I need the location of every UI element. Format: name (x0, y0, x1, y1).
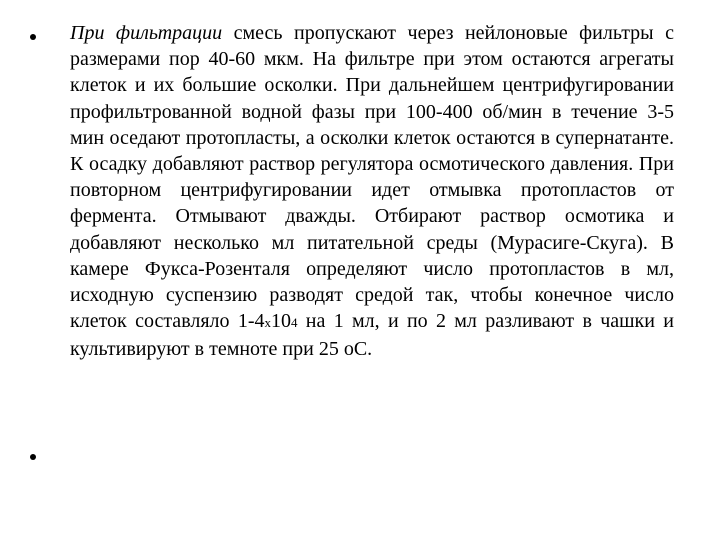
power-exponent: 4 (291, 315, 298, 331)
paragraph-part-1: смесь пропускают через нейлоновые фильтры с размерами пор 40-60 мкм. На фильтре при этом остаются агрегаты клеток и их большие осколки. При дальнейшем центрифугировании профильтрованной водной фазы при 100-400 об/мин в течение 3-5 мин оседают протопласты, а осколки клеток остаются в супернатанте. К осадку добавляют раствор регулятора осмотического давления. При повторном центрифугировании идет отмывка протопластов от фермента. Отмывают дважды. Отбирают раствор осмотика и добавляют несколько мл питательной среды (Мурасиге-Скуга). В камере Фукса-Розенталя определяют число протопластов в мл, исходную суспензию разводят средой так, чтобы конечное число клеток составляло 1-4 (70, 22, 674, 333)
bullet-point-icon (30, 454, 36, 460)
paragraph-part-2: на 1 мл, и по 2 мл разливают в чашки и культивируют в темноте при 25 оС. (70, 310, 674, 361)
times-sign: х (264, 315, 271, 331)
power-base: 10 (271, 310, 291, 333)
paragraph-text (70, 20, 674, 363)
bullet-item (30, 20, 680, 363)
bullet-point-icon (30, 34, 36, 40)
lead-italic-phrase: При фильтрации (70, 22, 223, 44)
